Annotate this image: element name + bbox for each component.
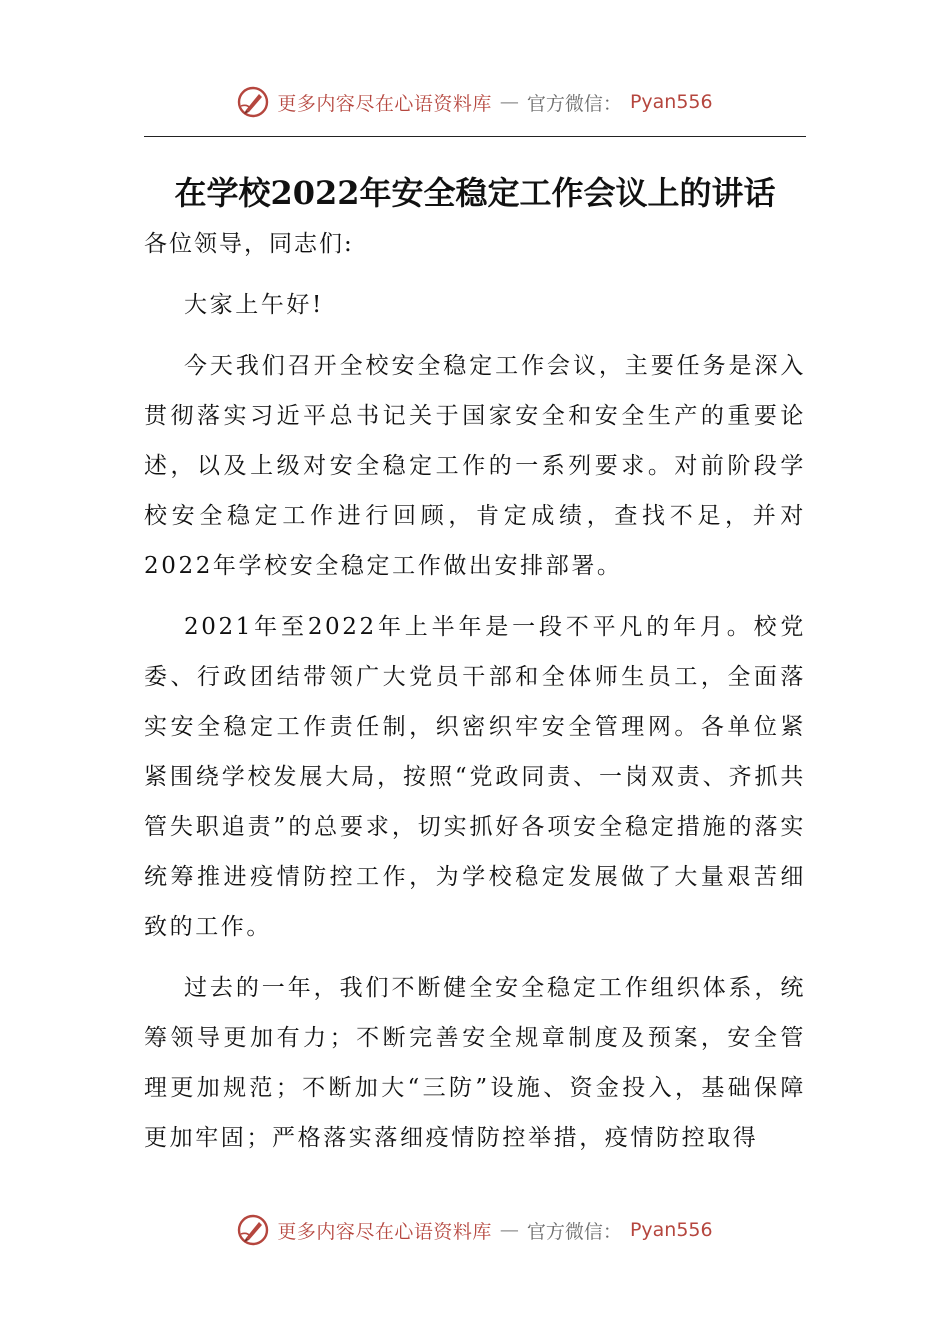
pen-quill-logo-icon	[237, 86, 269, 118]
paragraph: 2021年至2022年上半年是一段不平凡的年月。校党委、行政团结带领广大党员干部和全体师生员工，全面落实安全稳定工作责任制，织密织牢安全管理网。各单位紧紧围绕学校发展大局，按照“党政同责、一岗双责、齐抓共管失职追责”的总要求，切实抓好各项安全稳定措施的落实统筹推进疫情防控工作，为学校稳定发展做了大量艰苦细致的工作。	[144, 614, 806, 940]
watermark-text: 更多内容尽在心语资料库	[277, 92, 492, 115]
watermark-dash: —	[499, 91, 519, 113]
watermark-wechat-id: Pyan556	[629, 91, 713, 113]
pen-quill-logo-icon	[237, 1214, 269, 1246]
salutation: 各位领导，同志们:	[144, 231, 354, 257]
watermark-wechat-id: Pyan556	[629, 1219, 713, 1241]
footer-watermark	[0, 1212, 950, 1248]
paragraph: 过去的一年，我们不断健全安全稳定工作组织体系，统筹领导更加有力；不断完善安全规章制度及预案，安全管理更加规范；不断加大“三防”设施、资金投入，基础保障更加牢固；严格落实落细疫情防控举措，疫情防控取得	[144, 975, 806, 1151]
watermark-dash: —	[499, 1219, 519, 1241]
document-title: 在学校2022年安全稳定工作会议上的讲话	[174, 174, 776, 213]
watermark-wechat-label: 官方微信：	[526, 92, 622, 115]
paragraph: 大家上午好!	[184, 292, 324, 318]
paragraph: 今天我们召开全校安全稳定工作会议，主要任务是深入贯彻落实习近平总书记关于国家安全和安全生产的重要论述，以及上级对安全稳定工作的一系列要求。对前阶段学校安全稳定工作进行回顾，肯定成绩，查找不足，并对2022年学校安全稳定工作做出安排部署。	[144, 353, 806, 579]
watermark-text: 更多内容尽在心语资料库	[277, 1220, 492, 1243]
document-body	[144, 219, 806, 1163]
header-watermark	[0, 84, 950, 120]
watermark-wechat-label: 官方微信：	[526, 1220, 622, 1243]
header-divider	[144, 136, 806, 137]
